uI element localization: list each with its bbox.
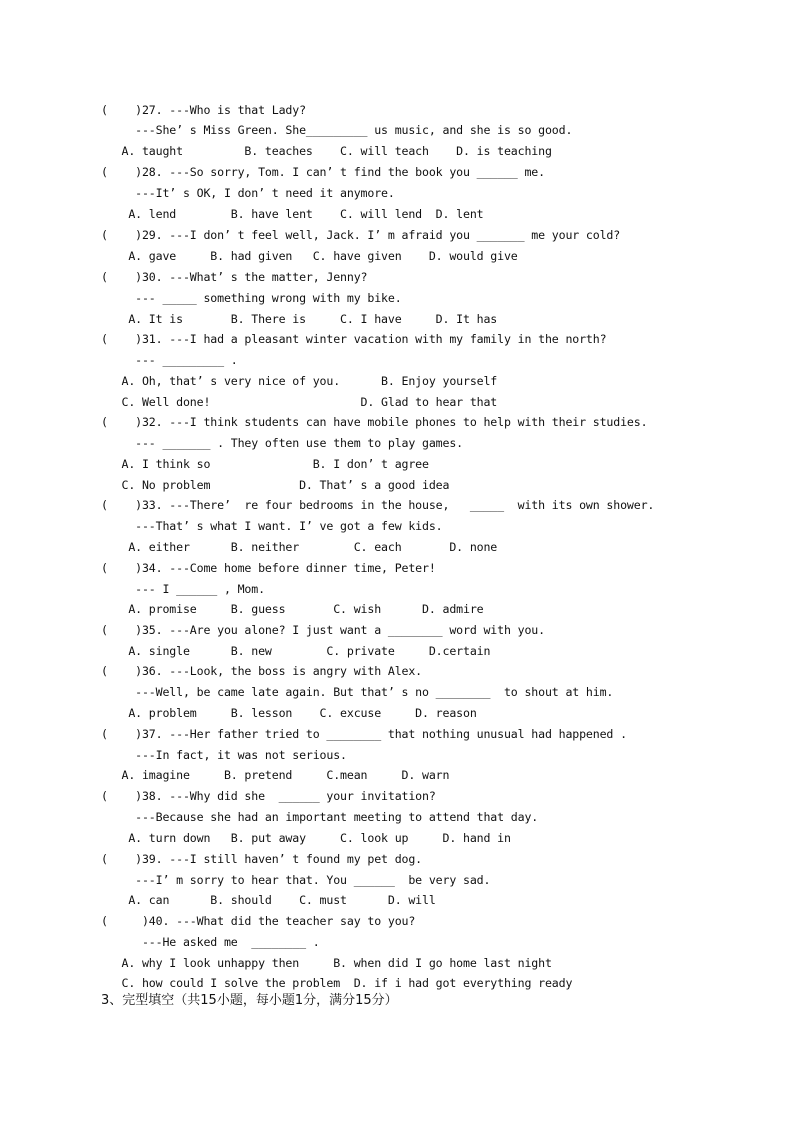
question-line: A. imagine B. pretend C.mean D. warn	[101, 768, 450, 782]
question-line: A. It is B. There is C. I have D. It has	[101, 312, 498, 326]
question-line: ---He asked me ________ .	[101, 935, 320, 949]
question-stem: ( )33. ---There’ re four bedrooms in the house, _____ with its own shower.	[101, 498, 655, 512]
question-stem: ( )39. ---I still haven’ t found my pet dog.	[101, 852, 423, 866]
question-stem: ( )31. ---I had a pleasant winter vacation with my family in the north?	[101, 332, 607, 346]
question-line: C. Well done! D. Glad to hear that	[101, 395, 498, 409]
question-stem: ( )40. ---What did the teacher say to you?	[101, 914, 416, 928]
question-line: --- _________ .	[101, 353, 238, 367]
question-stem: ( )28. ---So sorry, Tom. I can’ t find the book you ______ me.	[101, 165, 545, 179]
question-line: A. Oh, that’ s very nice of you. B. Enjoy yourself	[101, 374, 498, 388]
question-line: A. taught B. teaches C. will teach D. is teaching	[101, 144, 552, 158]
question-line: ---In fact, it was not serious.	[101, 748, 347, 762]
question-line: --- _____ something wrong with my bike.	[101, 291, 402, 305]
question-line: A. gave B. had given C. have given D. would give	[101, 249, 518, 263]
question-stem: ( )34. ---Come home before dinner time, Peter!	[101, 561, 436, 575]
question-stem: ( )38. ---Why did she ______ your invitation?	[101, 789, 436, 803]
question-stem: ( )32. ---I think students can have mobile phones to help with their studies.	[101, 415, 648, 429]
question-line: A. either B. neither C. each D. none	[101, 540, 498, 554]
question-line: A. I think so B. I don’ t agree	[101, 457, 429, 471]
question-line: A. promise B. guess C. wish D. admire	[101, 602, 484, 616]
question-stem: ( )27. ---Who is that Lady?	[101, 103, 306, 117]
question-stem: ( )36. ---Look, the boss is angry with Alex.	[101, 664, 423, 678]
question-line: A. problem B. lesson C. excuse D. reason	[101, 706, 477, 720]
question-line: --- _______ . They often use them to play games.	[101, 436, 463, 450]
question-line: A. why I look unhappy then B. when did I go home last night	[101, 956, 552, 970]
question-line: ---That’ s what I want. I’ ve got a few kids.	[101, 519, 443, 533]
question-line: A. single B. new C. private D.certain	[101, 644, 491, 658]
question-line: A. can B. should C. must D. will	[101, 893, 436, 907]
question-line: ---Well, be came late again. But that’ s no ________ to shout at him.	[101, 685, 614, 699]
question-line: ---I’ m sorry to hear that. You ______ be very sad.	[101, 873, 491, 887]
question-stem: ( )29. ---I don’ t feel well, Jack. I’ m afraid you _______ me your cold?	[101, 228, 621, 242]
question-stem: ( )37. ---Her father tried to ________ that nothing unusual had happened .	[101, 727, 627, 741]
question-line: C. No problem D. That’ s a good idea	[101, 478, 450, 492]
question-line: ---She’ s Miss Green. She_________ us music, and she is so good.	[101, 123, 573, 137]
question-line: --- I ______ , Mom.	[101, 582, 265, 596]
question-stem: ( )30. ---What’ s the matter, Jenny?	[101, 270, 368, 284]
question-line: C. how could I solve the problem D. if i had got everything ready	[101, 976, 573, 990]
question-line: ---Because she had an important meeting to attend that day.	[101, 810, 539, 824]
section-heading: 3、完型填空（共15小题，每小题1分，满分15分）	[101, 993, 398, 1008]
question-line: A. turn down B. put away C. look up D. hand in	[101, 831, 511, 845]
question-line: ---It’ s OK, I don’ t need it anymore.	[101, 186, 395, 200]
question-line: A. lend B. have lent C. will lend D. lent	[101, 207, 484, 221]
question-stem: ( )35. ---Are you alone? I just want a ________ word with you.	[101, 623, 545, 637]
